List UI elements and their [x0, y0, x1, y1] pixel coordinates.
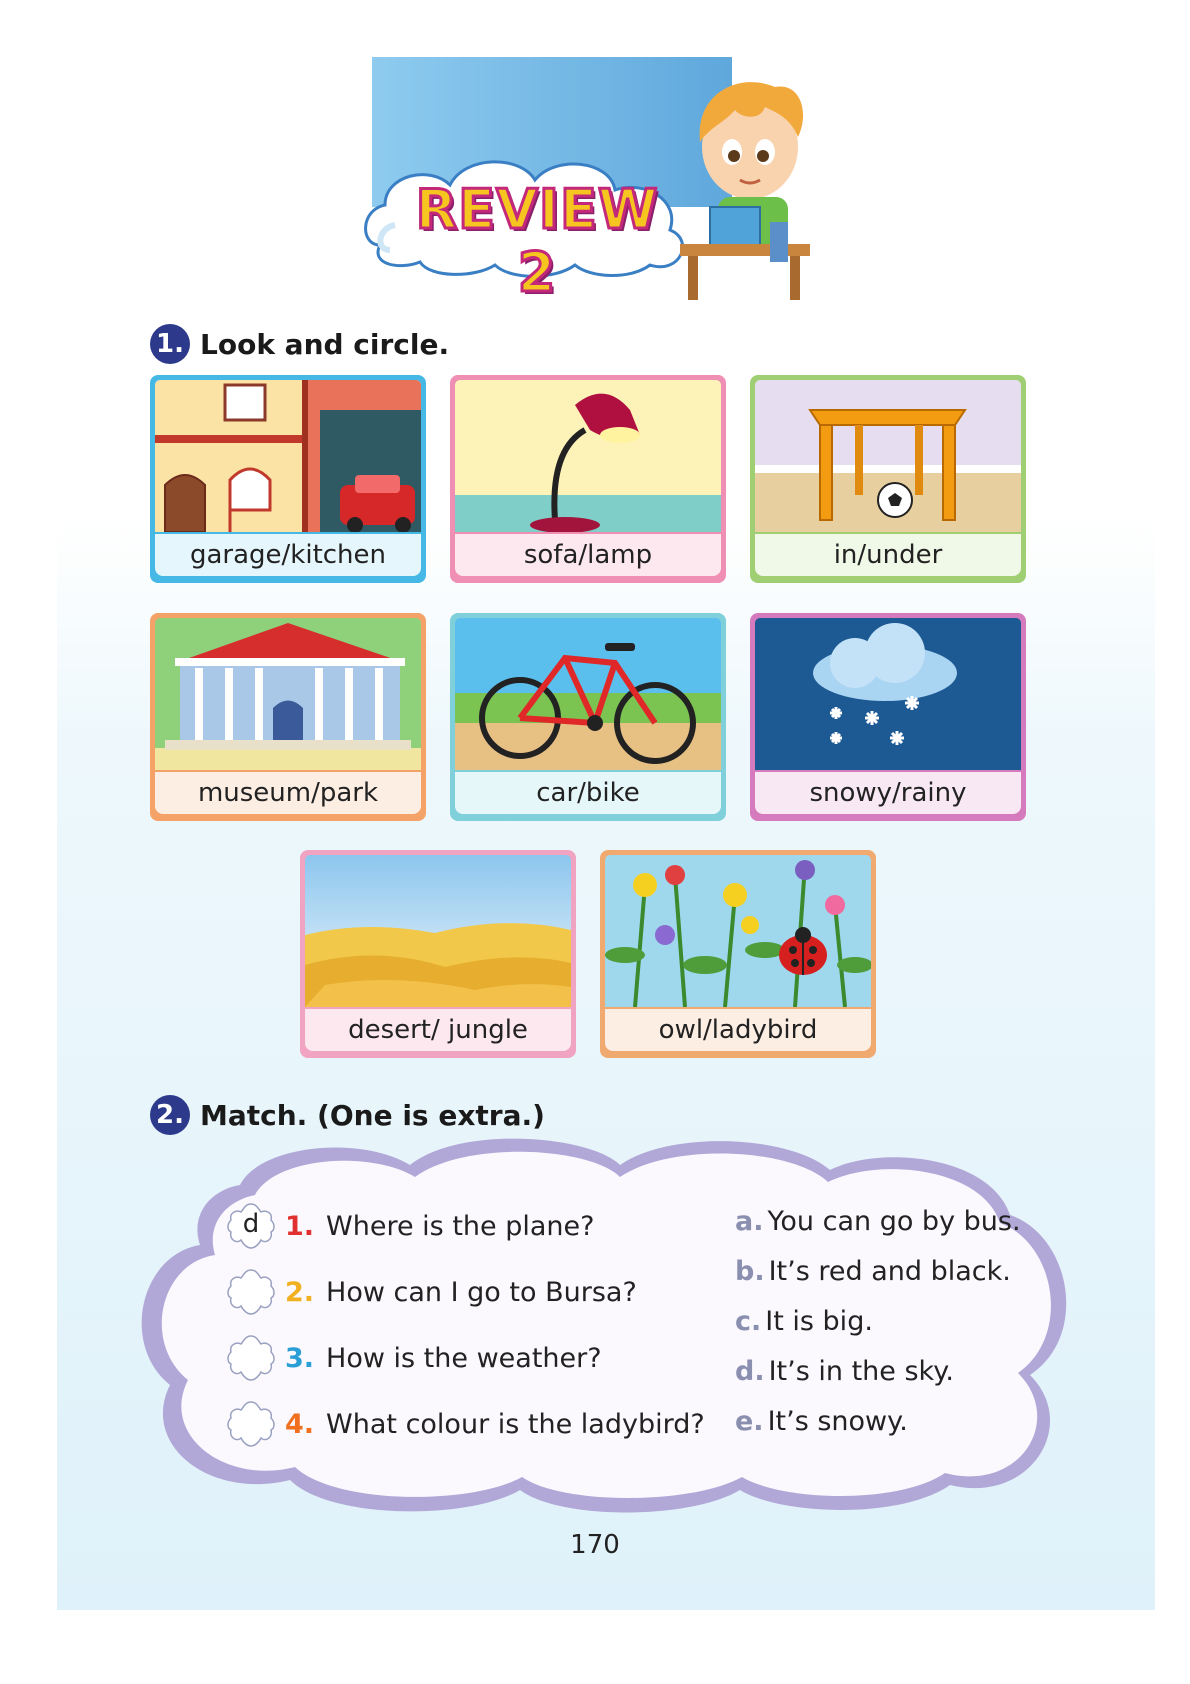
answer-option-letter: e.: [735, 1406, 764, 1437]
section-2-instruction: Match. (One is extra.): [200, 1098, 545, 1132]
card-label: in/under: [755, 534, 1021, 576]
answer-option: [735, 1406, 908, 1437]
card-label: desert/ jungle: [305, 1009, 571, 1051]
card-in-under: [750, 375, 1026, 583]
card-owl-ladybird: [600, 850, 876, 1058]
answer-option: [735, 1306, 873, 1337]
question-text: How can I go to Bursa?: [326, 1276, 637, 1308]
page-number: 170: [570, 1530, 620, 1560]
card-label: snowy/rainy: [755, 772, 1021, 814]
table-ball-picture: [755, 380, 1021, 532]
question-text: How is the weather?: [326, 1342, 602, 1374]
card-snowy-rainy: [750, 613, 1026, 821]
card-car-bike: [450, 613, 726, 821]
answer-letter: d: [242, 1209, 260, 1239]
answer-option: [735, 1206, 1021, 1237]
card-garage-kitchen: [150, 375, 426, 583]
question-number: 4.: [285, 1408, 315, 1440]
question-text: Where is the plane?: [326, 1210, 595, 1242]
answer-option-letter: c.: [735, 1306, 762, 1337]
question-number: 2.: [285, 1276, 315, 1308]
answer-flower[interactable]: [225, 1200, 277, 1252]
question-number: 1.: [285, 1210, 315, 1242]
card-desert-jungle: [300, 850, 576, 1058]
section-1-header: [150, 324, 449, 364]
card-sofa-lamp: [450, 375, 726, 583]
answer-flower[interactable]: [225, 1398, 277, 1450]
answer-option-text: You can go by bus.: [767, 1206, 1021, 1237]
question-row: [225, 1398, 705, 1450]
card-label: car/bike: [455, 772, 721, 814]
match-cloud-background: [130, 1125, 1080, 1515]
answer-letter: [225, 1398, 277, 1446]
question-number: 3.: [285, 1342, 315, 1374]
answer-option-text: It’s in the sky.: [768, 1356, 954, 1387]
section-1-instruction: Look and circle.: [200, 327, 450, 361]
section-1-number: 1.: [150, 324, 190, 364]
answer-option: [735, 1256, 1011, 1287]
lamp-picture: [455, 380, 721, 532]
answer-option-letter: b.: [735, 1256, 765, 1287]
garage-picture: [155, 380, 421, 532]
section-2-number: 2.: [150, 1095, 190, 1135]
review-title: REVIEW 2: [415, 178, 659, 304]
ladybird-flowers-picture: [605, 855, 871, 1007]
boy-reading-illustration: [680, 72, 820, 302]
answer-option-letter: a.: [735, 1206, 764, 1237]
question-row: [225, 1332, 602, 1384]
answer-flower[interactable]: [225, 1332, 277, 1384]
museum-picture: [155, 618, 421, 770]
bike-picture: [455, 618, 721, 770]
answer-option-text: It is big.: [765, 1306, 873, 1337]
card-label: garage/kitchen: [155, 534, 421, 576]
snow-cloud-picture: [755, 618, 1021, 770]
answer-flower[interactable]: [225, 1266, 277, 1318]
question-row: [225, 1200, 594, 1252]
answer-option-text: It’s snowy.: [767, 1406, 908, 1437]
desert-picture: [305, 855, 571, 1007]
answer-option-text: It’s red and black.: [768, 1256, 1011, 1287]
question-text: What colour is the ladybird?: [326, 1408, 705, 1440]
answer-letter: [225, 1266, 277, 1314]
card-label: museum/park: [155, 772, 421, 814]
question-row: [225, 1266, 637, 1318]
card-museum-park: [150, 613, 426, 821]
card-label: owl/ladybird: [605, 1009, 871, 1051]
answer-option: [735, 1356, 954, 1387]
answer-option-letter: d.: [735, 1356, 765, 1387]
card-label: sofa/lamp: [455, 534, 721, 576]
answer-letter: [225, 1332, 277, 1380]
